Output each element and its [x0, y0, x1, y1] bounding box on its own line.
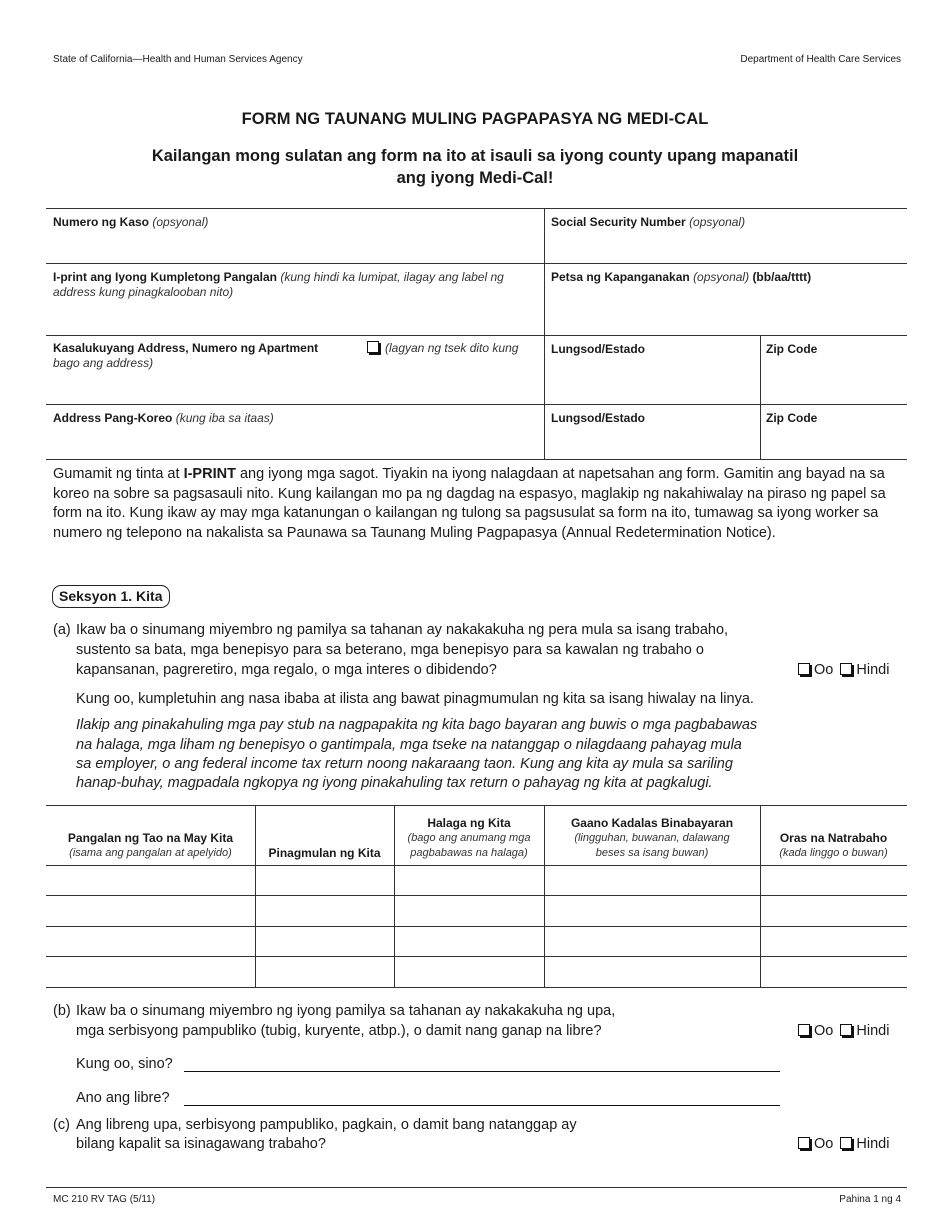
- table-line: [46, 895, 907, 896]
- column-amount-note: (bago ang anumang mga pagbabawas na halaga): [407, 832, 531, 859]
- question-a-yes-checkbox[interactable]: [798, 663, 810, 675]
- form-title: FORM NG TAUNANG MULING PAGPAPASYA NG MEDI-CAL: [241, 110, 709, 128]
- column-amount-title: Halaga ng Kita: [427, 816, 511, 830]
- case-number-field[interactable]: [53, 215, 533, 259]
- ssn-field[interactable]: [551, 215, 901, 259]
- city-state-label-1: Lungsod/Estado: [551, 342, 645, 356]
- table-line: [255, 805, 256, 987]
- column-hours-title: Oras na Natrabaho: [779, 831, 888, 845]
- new-address-note: (lagyan ng tsek dito kung bago ang address): [53, 341, 519, 370]
- question-b-no-label: Hindi: [856, 1023, 890, 1039]
- question-b-answer: [798, 1022, 889, 1042]
- question-a-line1: Ikaw ba o sinumang miyembro ng pamilya sa tahanan ay nakakakuha ng pera mula sa isang trabaho,: [76, 622, 729, 638]
- mailing-address-label: Address Pang-Koreo: [53, 411, 173, 425]
- new-address-note-wrap: [53, 341, 523, 371]
- instructions-paragraph: [53, 465, 903, 543]
- birthdate-field[interactable]: [551, 270, 901, 330]
- instructions-bold: I-PRINT: [183, 466, 236, 482]
- city-state-label-2: Lungsod/Estado: [551, 411, 645, 425]
- column-header-source: [255, 846, 394, 861]
- question-c-yes-label: Oo: [814, 1136, 834, 1152]
- column-frequency-title: Gaano Kadalas Binabayaran: [570, 816, 734, 830]
- zip-field-2[interactable]: [766, 411, 901, 455]
- question-a-yes-label: Oo: [814, 662, 834, 678]
- question-b-yes-checkbox[interactable]: [798, 1024, 810, 1036]
- column-hours-note: (kada linggo o buwan): [779, 847, 888, 859]
- zip-label-1: Zip Code: [766, 342, 818, 356]
- ssn-note: (opsyonal): [689, 215, 746, 229]
- grid-line: [46, 335, 907, 336]
- ssn-label: Social Security Number: [551, 215, 686, 229]
- question-b-who-label: Kung oo, sino?: [76, 1056, 173, 1072]
- table-line: [46, 987, 907, 988]
- grid-line: [46, 459, 907, 460]
- question-a-italic-1: Ilakip ang pinakahuling mga pay stub na nagpapakita ng kita bago bayaran ang buwis o mga pagbabawas: [76, 717, 758, 733]
- grid-line: [760, 335, 761, 459]
- case-number-note: (opsyonal): [152, 215, 209, 229]
- question-c-yes-checkbox[interactable]: [798, 1137, 810, 1149]
- question-b-letter: (b): [53, 1003, 71, 1019]
- table-line: [46, 865, 907, 866]
- birthdate-label: Petsa ng Kapanganakan: [551, 270, 690, 284]
- question-b-line1: Ikaw ba o sinumang miyembro ng iyong pamilya sa tahanan ay nakakakuha ng upa,: [76, 1003, 616, 1019]
- mailing-address-note: (kung iba sa itaas): [175, 411, 274, 425]
- city-state-field-1[interactable]: [551, 342, 751, 400]
- question-a-no-checkbox[interactable]: [840, 663, 852, 675]
- zip-field-1[interactable]: [766, 342, 901, 400]
- column-source-title: Pinagmulan ng Kita: [268, 846, 381, 860]
- agency-header: State of California—Health and Human Services Agency: [53, 54, 303, 65]
- question-a-line3: kapansanan, pagreretiro, mga regalo, o mga interes o dibidendo?: [76, 662, 497, 678]
- question-b-who-input[interactable]: [184, 1071, 780, 1072]
- form-code: MC 210 RV TAG (5/11): [53, 1194, 156, 1205]
- question-a-italic-4: hanap-buhay, magpadala ngkopya ng iyong pinakahuling tax return o pahayag ng kita at pagkalugi.: [76, 775, 713, 791]
- footer-rule: [46, 1187, 907, 1188]
- question-c-answer: [798, 1135, 889, 1155]
- question-b-yes-label: Oo: [814, 1023, 834, 1039]
- instructions-post: ang iyong mga sagot. Tiyakin na iyong nalagdaan at napetsahan ang form. Gamitin ang bayad na sa koreo na sobre sa pagsasauli nito. Kung kailangan mo pa ng dagdag na espasyo, maglakip ng nakahiwalay na piraso ng papel sa form na ito. Kung ikaw ay may mga katanungan o kailangan ng tulong sa pagsusulat sa form na ito, tumawag sa iyong worker sa numero ng telepono na nakalista sa Paunawa sa Taunang Muling Pagpapasya (Annual Redetermination Notice).: [53, 466, 886, 541]
- full-name-field[interactable]: [53, 270, 533, 330]
- birthdate-format: (bb/aa/tttt): [752, 270, 812, 284]
- question-a-line2: sustento sa bata, mga benepisyo para sa beterano, mga benepisyo para sa kawalan ng trabaho o: [76, 642, 704, 658]
- question-b-what-input[interactable]: [184, 1105, 780, 1106]
- grid-line: [544, 208, 545, 459]
- column-header-hours: [760, 831, 907, 861]
- page-number: Pahina 1 ng 4: [839, 1194, 901, 1205]
- current-address-label: Kasalukuyang Address, Numero ng Apartment: [53, 341, 319, 355]
- section-1-title: Seksyon 1. Kita: [52, 585, 170, 608]
- table-line: [46, 805, 907, 806]
- question-a-answer: [798, 661, 889, 681]
- question-a-italic-2: na halaga, mga liham ng benepisyo o gantimpala, mga tseke na natanggap o nilagdaang pahayag mula: [76, 737, 742, 753]
- question-a-no-label: Hindi: [856, 662, 890, 678]
- question-a-followup: Kung oo, kumpletuhin ang nasa ibaba at ilista ang bawat pinagmumulan ng kita sa isang hiwalay na linya.: [76, 691, 754, 707]
- instructions-pre: Gumamit ng tinta at: [53, 466, 184, 482]
- column-header-frequency: [544, 816, 760, 861]
- question-b-no-checkbox[interactable]: [840, 1024, 852, 1036]
- city-state-field-2[interactable]: [551, 411, 751, 455]
- case-number-label: Numero ng Kaso: [53, 215, 150, 229]
- table-line: [46, 926, 907, 927]
- question-b-line2: mga serbisyong pampubliko (tubig, kuryente, atbp.), o damit nang ganap na libre?: [76, 1023, 602, 1039]
- question-a-italic-3: sa employer, o ang federal income tax return noong nakaraang taon. Kung ang kita ay mula sa sariling: [76, 756, 733, 772]
- question-c-no-label: Hindi: [856, 1136, 890, 1152]
- department-header: Department of Health Care Services: [740, 54, 901, 65]
- column-name-note: (isama ang pangalan at apelyido): [69, 847, 232, 859]
- full-name-note: (kung hindi ka lumipat, ilagay ang label ng address kung pinagkalooban nito): [53, 270, 504, 299]
- mailing-address-field[interactable]: [53, 411, 533, 455]
- grid-line: [46, 208, 907, 209]
- table-line: [46, 956, 907, 957]
- column-frequency-note: (lingguhan, buwanan, dalawang beses sa isang buwan): [574, 832, 730, 859]
- question-a-letter: (a): [53, 622, 71, 638]
- question-c-line2: bilang kapalit sa isinagawang trabaho?: [76, 1136, 326, 1152]
- grid-line: [46, 263, 907, 264]
- question-c-no-checkbox[interactable]: [840, 1137, 852, 1149]
- question-c-line1: Ang libreng upa, serbisyong pampubliko, pagkain, o damit bang natanggap ay: [76, 1117, 577, 1133]
- column-header-amount: [394, 816, 544, 861]
- question-c-letter: (c): [53, 1117, 70, 1133]
- zip-label-2: Zip Code: [766, 411, 818, 425]
- column-name-title: Pangalan ng Tao na May Kita: [67, 831, 234, 845]
- full-name-label: I-print ang Iyong Kumpletong Pangalan: [53, 270, 277, 284]
- form-subtitle: Kailangan mong sulatan ang form na ito at isauli sa iyong county upang mapanatil ang iyong Medi-Cal!: [151, 147, 799, 187]
- column-header-name: [46, 831, 255, 861]
- question-b-what-label: Ano ang libre?: [76, 1090, 170, 1106]
- grid-line: [46, 404, 907, 405]
- birthdate-note: (opsyonal): [693, 270, 750, 284]
